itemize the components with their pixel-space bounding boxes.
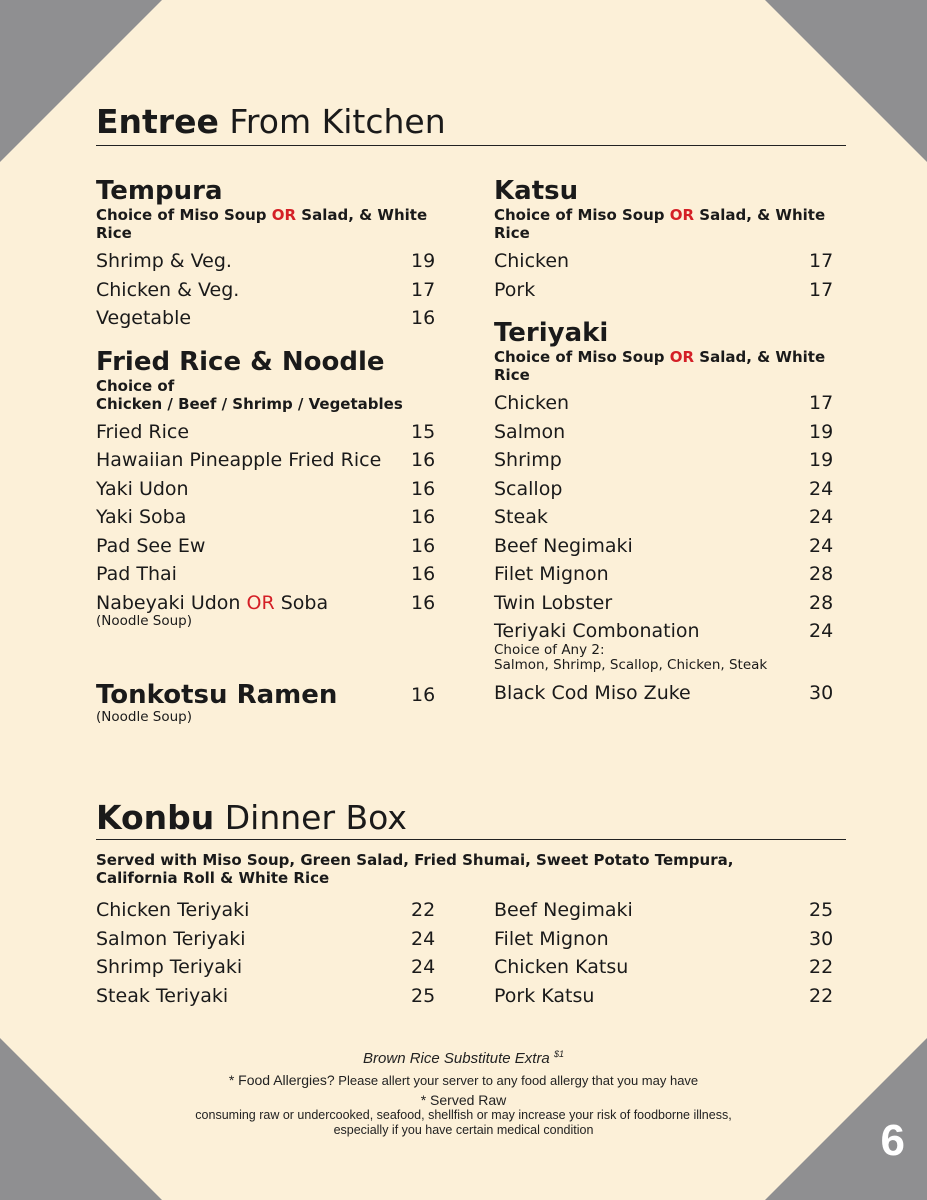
menu-item: Chicken 17 bbox=[494, 392, 834, 414]
menu-item: Salmon 19 bbox=[494, 420, 834, 443]
menu-item: Fried Rice 15 bbox=[96, 420, 436, 443]
menu-item: Steak Teriyaki 25 bbox=[96, 984, 436, 1007]
menu-item-combination: Teriyaki Combonation 24 bbox=[494, 620, 834, 642]
menu-item: Twin Lobster 28 bbox=[494, 591, 834, 614]
menu-item: Chicken 17 bbox=[494, 250, 834, 272]
katsu-title: Katsu bbox=[494, 176, 579, 206]
allergy-note: * Food Allergies? Please allert your server to any food allergy that you may have bbox=[228, 1072, 699, 1088]
corner-top-right bbox=[765, 0, 927, 162]
katsu-subtitle: Choice of Miso Soup OR Salad, & White Rice bbox=[494, 206, 826, 242]
menu-item: Pork Katsu 22 bbox=[494, 984, 834, 1007]
teriyaki-title: Teriyaki bbox=[494, 318, 609, 348]
konbu-heading: Konbu Dinner Box bbox=[96, 798, 407, 837]
tonkotsu-row bbox=[96, 680, 441, 710]
entree-left-column bbox=[96, 176, 441, 629]
entree-rule bbox=[96, 145, 846, 146]
menu-item: Steak 24 bbox=[494, 506, 834, 528]
menu-item: Yaki Soba 16 bbox=[96, 506, 436, 528]
konbu-right-column bbox=[494, 896, 839, 1010]
brown-rice-note: Brown Rice Substitute Extra $^{\$1}$ bbox=[363, 1049, 564, 1067]
tempura-title: Tempura bbox=[96, 176, 223, 206]
menu-item: Shrimp 19 bbox=[494, 449, 834, 471]
konbu-sub-2: California Roll & White Rice bbox=[96, 869, 330, 887]
menu-item: Pork 17 bbox=[494, 278, 834, 301]
menu-item: Beef Negimaki 25 bbox=[494, 899, 834, 921]
menu-item-nabeyaki: Nabeyaki Udon OR Soba 16 bbox=[96, 591, 436, 614]
menu-item: Shrimp Teriyaki 24 bbox=[96, 956, 436, 978]
menu-item: Filet Mignon 28 bbox=[494, 563, 834, 585]
menu-item: Chicken Teriyaki 22 bbox=[96, 899, 436, 921]
menu-item: Yaki Udon 16 bbox=[96, 477, 436, 500]
nabeyaki-note: (Noodle Soup) bbox=[96, 613, 193, 629]
tonkotsu-price: 16 bbox=[411, 683, 436, 706]
menu-item: Beef Negimaki 24 bbox=[494, 534, 834, 557]
combination-note-1: Choice of Any 2: bbox=[494, 641, 605, 658]
tonkotsu-note: (Noodle Soup) bbox=[96, 709, 193, 725]
fried-rice-title: Fried Rice & Noodle bbox=[96, 346, 385, 377]
konbu-rule bbox=[96, 839, 846, 840]
menu-item: Shrimp & Veg. 19 bbox=[96, 250, 436, 272]
menu-item: Chicken & Veg. 17 bbox=[96, 278, 436, 301]
fried-rice-sub-2: Chicken / Beef / Shrimp / Vegetables bbox=[96, 394, 403, 413]
tonkotsu-section bbox=[96, 680, 441, 725]
menu-item: Vegetable 16 bbox=[96, 307, 436, 329]
menu-item: Chicken Katsu 22 bbox=[494, 956, 834, 978]
entree-heading: Entree From Kitchen bbox=[96, 102, 446, 141]
menu-item: Pad Thai 16 bbox=[96, 563, 436, 585]
entree-right-column bbox=[494, 176, 839, 707]
menu-item: Scallop 24 bbox=[494, 477, 834, 500]
menu-item: Hawaiian Pineapple Fried Rice 16 bbox=[96, 449, 436, 471]
menu-item: Filet Mignon 30 bbox=[494, 927, 834, 950]
teriyaki-subtitle: Choice of Miso Soup OR Salad, & White Rice bbox=[494, 348, 826, 384]
menu-item: Pad See Ew 16 bbox=[96, 534, 436, 557]
page-number: 6 bbox=[880, 1116, 905, 1165]
tempura-subtitle: Choice of Miso Soup OR Salad, & White Rice bbox=[96, 206, 428, 242]
fried-rice-sub-1: Choice of bbox=[96, 376, 175, 395]
konbu-left-column bbox=[96, 896, 441, 1010]
served-raw-text: consuming raw or undercooked, seafood, shellfish or may increase your risk of foodborne illness, especially if you have certain medical condition bbox=[195, 1108, 732, 1137]
served-raw-label: * Served Raw bbox=[420, 1092, 507, 1108]
combination-note-2: Salmon, Shrimp, Scallop, Chicken, Steak bbox=[494, 656, 768, 673]
konbu-subtitle bbox=[96, 851, 856, 887]
menu-item: Black Cod Miso Zuke 30 bbox=[494, 681, 834, 704]
tonkotsu-title: Tonkotsu Ramen bbox=[96, 680, 338, 710]
menu-item: Salmon Teriyaki 24 bbox=[96, 927, 436, 950]
konbu-sub-1: Served with Miso Soup, Green Salad, Fried Shumai, Sweet Potato Tempura, bbox=[96, 851, 734, 869]
